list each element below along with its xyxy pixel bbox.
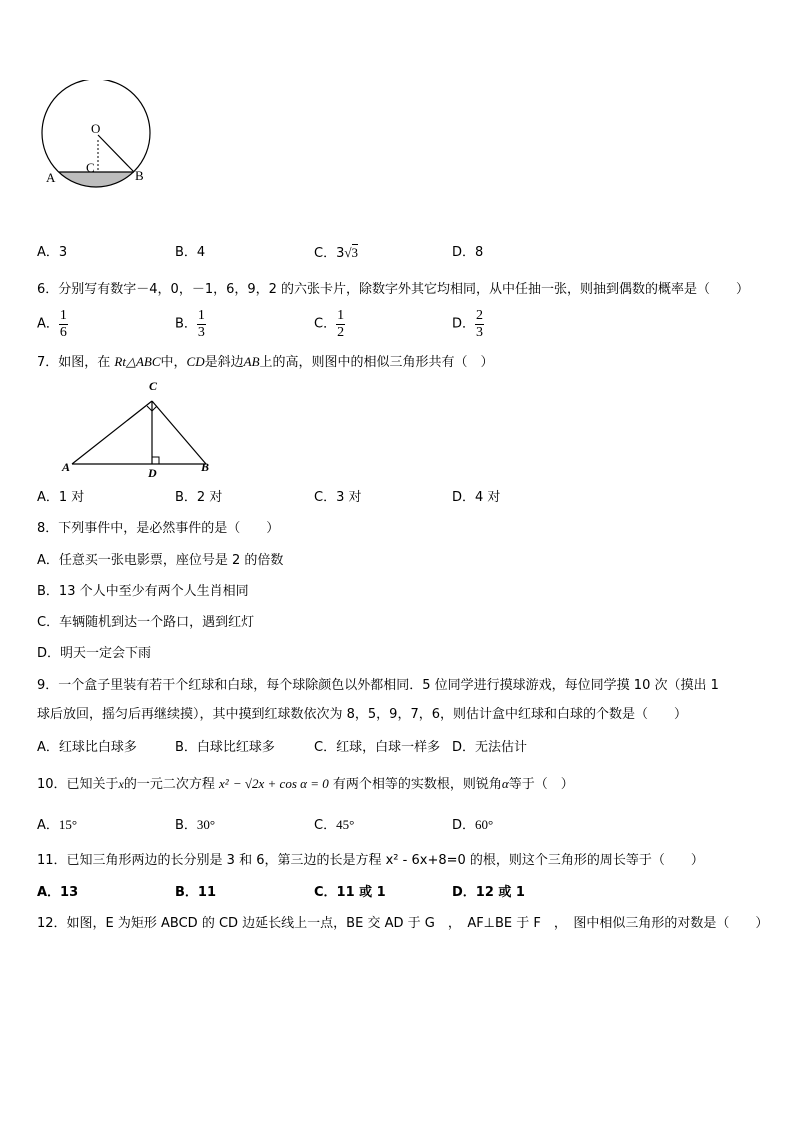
q9-option-c: C．红球，白球一样多 [314,740,441,755]
q6-stem: 6．分别写有数字－4，0，－1，6，9，2 的六张卡片，除数字外其它均相同，从中任抽一张，则抽到偶数的概率是（ ） [37,282,750,297]
radius-ob [98,135,134,172]
q10-equation-b: − √2x + cos α = 0 [232,776,329,791]
q8-option-a: A．任意买一张电影票，座位号是 2 的倍数 [37,553,284,568]
q5-option-d: D．8 [452,245,484,260]
q9-option-d: D．无法估计 [452,740,528,755]
right-angle-d [152,457,159,464]
label-d: D [148,466,157,480]
q5-option-a: A．3 [37,245,68,260]
q10-option-b: B．30° [175,817,216,833]
q10-stem: 10．已知关于x的一元二次方程 x² − √2x + cos α = 0 有两个相等的实数根，则锐角α等于（ ） [37,776,574,792]
q11-option-a: A．13 [37,885,79,900]
label-c: C [86,160,95,175]
label-o: O [91,121,101,136]
label-b: B [201,460,210,474]
q10-option-d: D．60° [452,817,494,833]
q5-radicand: 3 [351,245,358,260]
side-bc [152,401,206,464]
q8-stem: 8．下列事件中，是必然事件的是（ ） [37,521,280,536]
label-a: A [46,170,56,185]
q11-option-d: D．12 或 1 [452,885,525,900]
circle-figure [35,80,160,192]
q10-option-c: C．45° [314,817,355,833]
triangle-figure [60,376,220,482]
q7-option-d: D．4 对 [452,490,501,505]
q8-option-b: B．13 个人中至少有两个人生肖相同 [37,584,249,599]
q11-option-b: B．11 [175,885,216,900]
q12-stem: 12．如图，E 为矩形 ABCD 的 CD 边延长线上一点，BE 交 AD 于 G ， AF⊥BE 于 F ， 图中相似三角形的对数是（ ） [37,916,769,931]
q5-option-b: B．4 [175,245,206,260]
label-c: C [149,379,158,393]
q7-option-c: C．3 对 [314,490,362,505]
q9-option-b: B．白球比红球多 [175,740,275,755]
q10-equation-a: x² [219,776,229,791]
q11-stem: 11．已知三角形两边的长分别是 3 和 6，第三边的长是方程 x² - 6x+8=0 的根，则这个三角形的周长等于（ ） [37,853,704,868]
side-ac [72,401,152,464]
q6-option-a: A． $\frac{1}{6}$ [37,308,67,340]
q10-option-a: A．15° [37,817,78,833]
q9-stem-line1: 9．一个盒子里装有若干个红球和白球，每个球除颜色以外都相同．5 位同学进行摸球游戏，每位同学摸 10 次（摸出 1 [37,678,719,693]
q8-option-d: D．明天一定会下雨 [37,646,152,661]
q9-stem-line2: 球后放回，摇匀后再继续摸），其中摸到红球数依次为 8，5，9，7，6，则估计盒中红球和白球的个数是（ ） [37,707,687,722]
label-a: A [62,460,71,474]
q6-option-c: C． $\frac{1}{2}$ [314,308,345,340]
q6-option-d: D． $\frac{2}{3}$ [452,308,484,340]
label-b: B [135,168,144,183]
q11-option-c: C．11 或 1 [314,885,386,900]
q8-option-c: C．车辆随机到达一个路口，遇到红灯 [37,615,255,630]
q9-option-a: A．红球比白球多 [37,740,137,755]
q10-var-x: x [118,777,124,791]
q7-option-a: A．1 对 [37,490,85,505]
q7-stem: 7．如图，在 Rt△ABC中，CD是斜边AB上的高，则图中的相似三角形共有（ ） [37,354,494,370]
q5-option-c: C．3√3 [314,245,358,261]
q6-option-b: B． $\frac{1}{3}$ [175,308,205,340]
q7-option-b: B．2 对 [175,490,223,505]
